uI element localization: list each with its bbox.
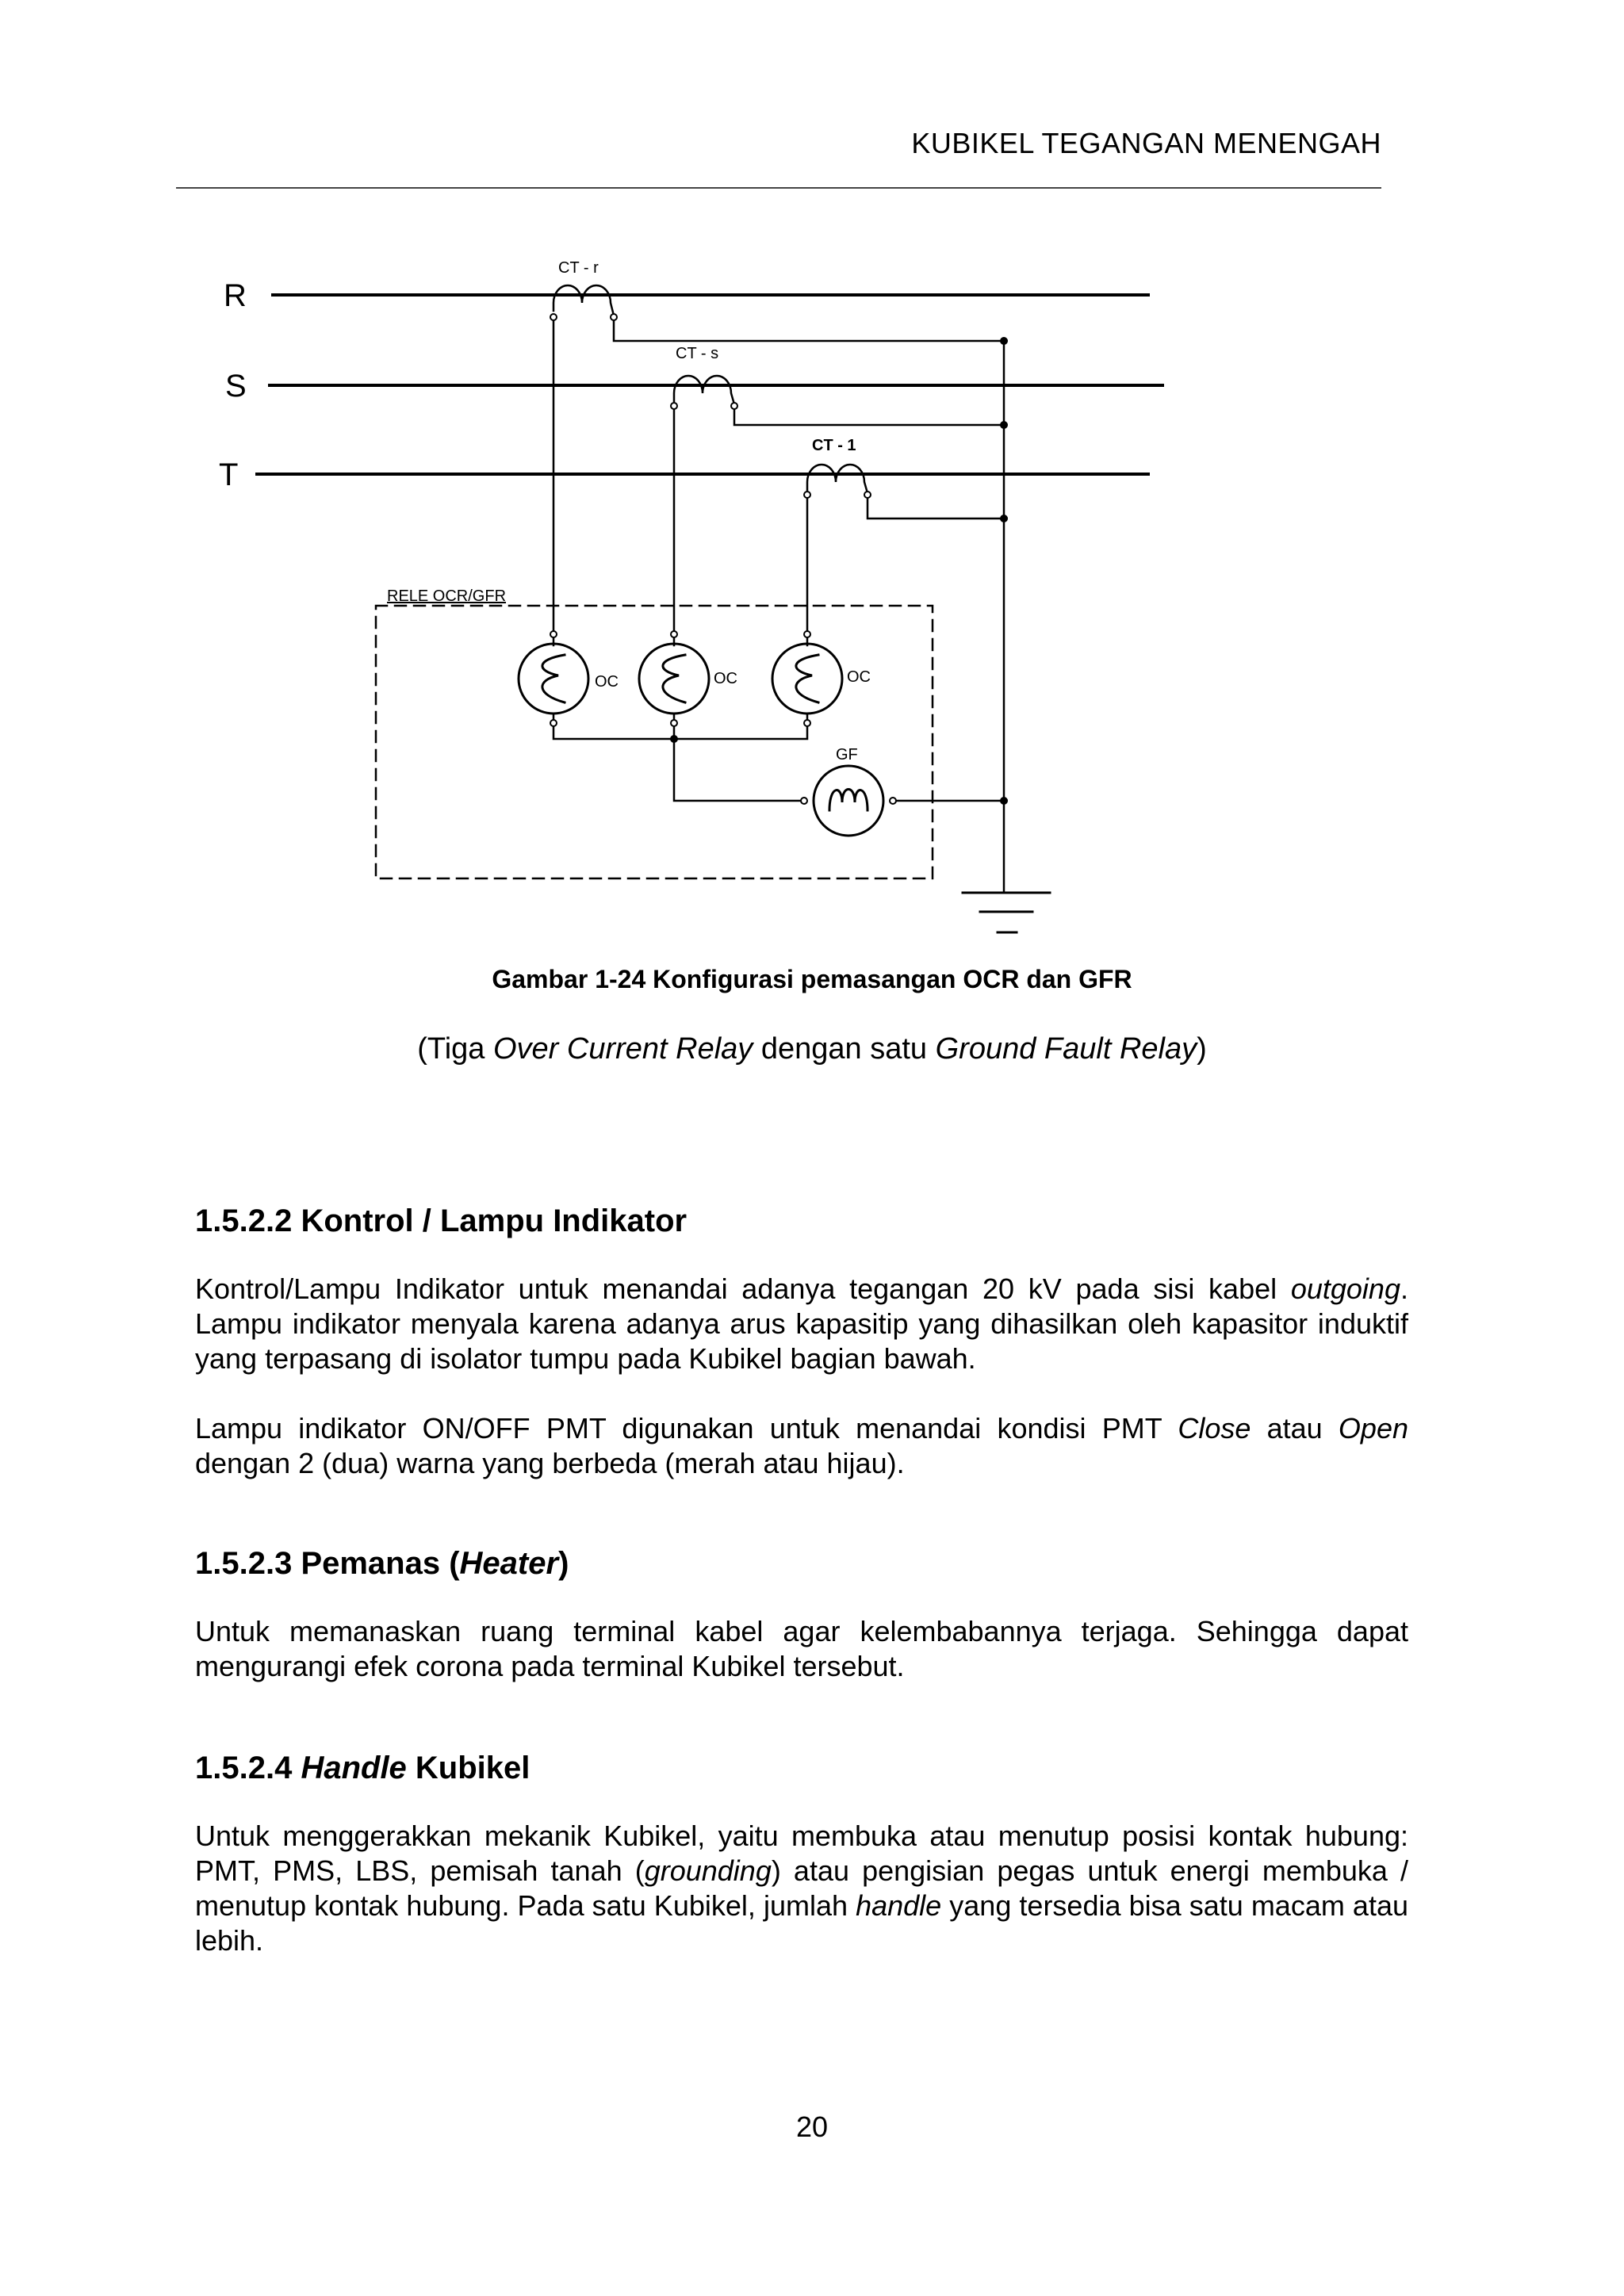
- gf-relay: [814, 766, 883, 836]
- oc-label-2: OC: [714, 670, 737, 687]
- section-pemanas: [195, 1546, 1408, 1582]
- ground-symbol: [963, 893, 1050, 932]
- section-paragraph: Untuk menggerakkan mekanik Kubikel, yaitu membuka atau menutup posisi kontak hubung: PMT, PMS, LBS, pemisah tanah (grounding) atau pengisian pegas untuk energi membuka / menutup kontak hubung. Pada satu Kubikel, jumlah handle yang tersedia bisa satu macam atau lebih.: [195, 1820, 1408, 1957]
- running-header: KUBIKEL TEGANGAN MENENGAH: [911, 127, 1381, 159]
- oc-label-3: OC: [847, 668, 871, 686]
- ct-label-s: CT - s: [676, 345, 719, 362]
- section-handle-kubikel: [195, 1751, 1408, 1786]
- phase-label-s: S: [225, 369, 247, 404]
- oc-relay-1: [519, 633, 588, 725]
- oc-relay-3: [772, 633, 842, 725]
- ct-label-r: CT - r: [558, 259, 599, 277]
- ct-s-coil: [674, 376, 734, 404]
- section-kontrol-lampu-indikator: [195, 1203, 1408, 1239]
- section-paragraph: Kontrol/Lampu Indikator untuk menandai adanya tegangan 20 kV pada sisi kabel outgoing. Lampu indikator menyala karena adanya arus kapasitip yang dihasilkan oleh kapasitor induktif yang terpasang di isolator tumpu pada Kubikel bagian bawah.: [195, 1272, 1408, 1375]
- ct-r-coil: [553, 285, 614, 316]
- section-heading: 1.5.2.3 Pemanas (Heater): [195, 1546, 569, 1581]
- ct-t-coil: [807, 465, 868, 493]
- section-heading: 1.5.2.4 Handle Kubikel: [195, 1751, 530, 1785]
- section-heading: 1.5.2.2 Kontrol / Lampu Indikator: [195, 1203, 688, 1238]
- oc-label-1: OC: [595, 673, 619, 691]
- figure-caption-title: Gambar 1-24 Konfigurasi pemasangan OCR dan GFR: [492, 965, 1132, 993]
- relay-box-label: RELE OCR/GFR: [387, 587, 507, 605]
- ct-label-t: CT - 1: [812, 437, 856, 454]
- page-number: 20: [795, 2110, 829, 2143]
- gf-label: GF: [836, 746, 858, 763]
- ocr-gfr-wiring-diagram: [0, 0, 1624, 959]
- section-paragraph: Lampu indikator ON/OFF PMT digunakan untuk menandai kondisi PMT Close atau Open dengan 2 (dua) warna yang berbeda (merah atau hijau).: [195, 1412, 1408, 1479]
- phase-label-t: T: [219, 457, 239, 492]
- relay-box: [376, 606, 933, 878]
- phase-label-r: R: [224, 278, 247, 313]
- section-paragraph: Untuk memanaskan ruang terminal kabel agar kelembabannya terjaga. Sehingga dapat mengurangi efek corona pada terminal Kubikel tersebut.: [195, 1615, 1408, 1682]
- figure-caption-subtitle: (Tiga Over Current Relay dengan satu Ground Fault Relay): [417, 1032, 1207, 1066]
